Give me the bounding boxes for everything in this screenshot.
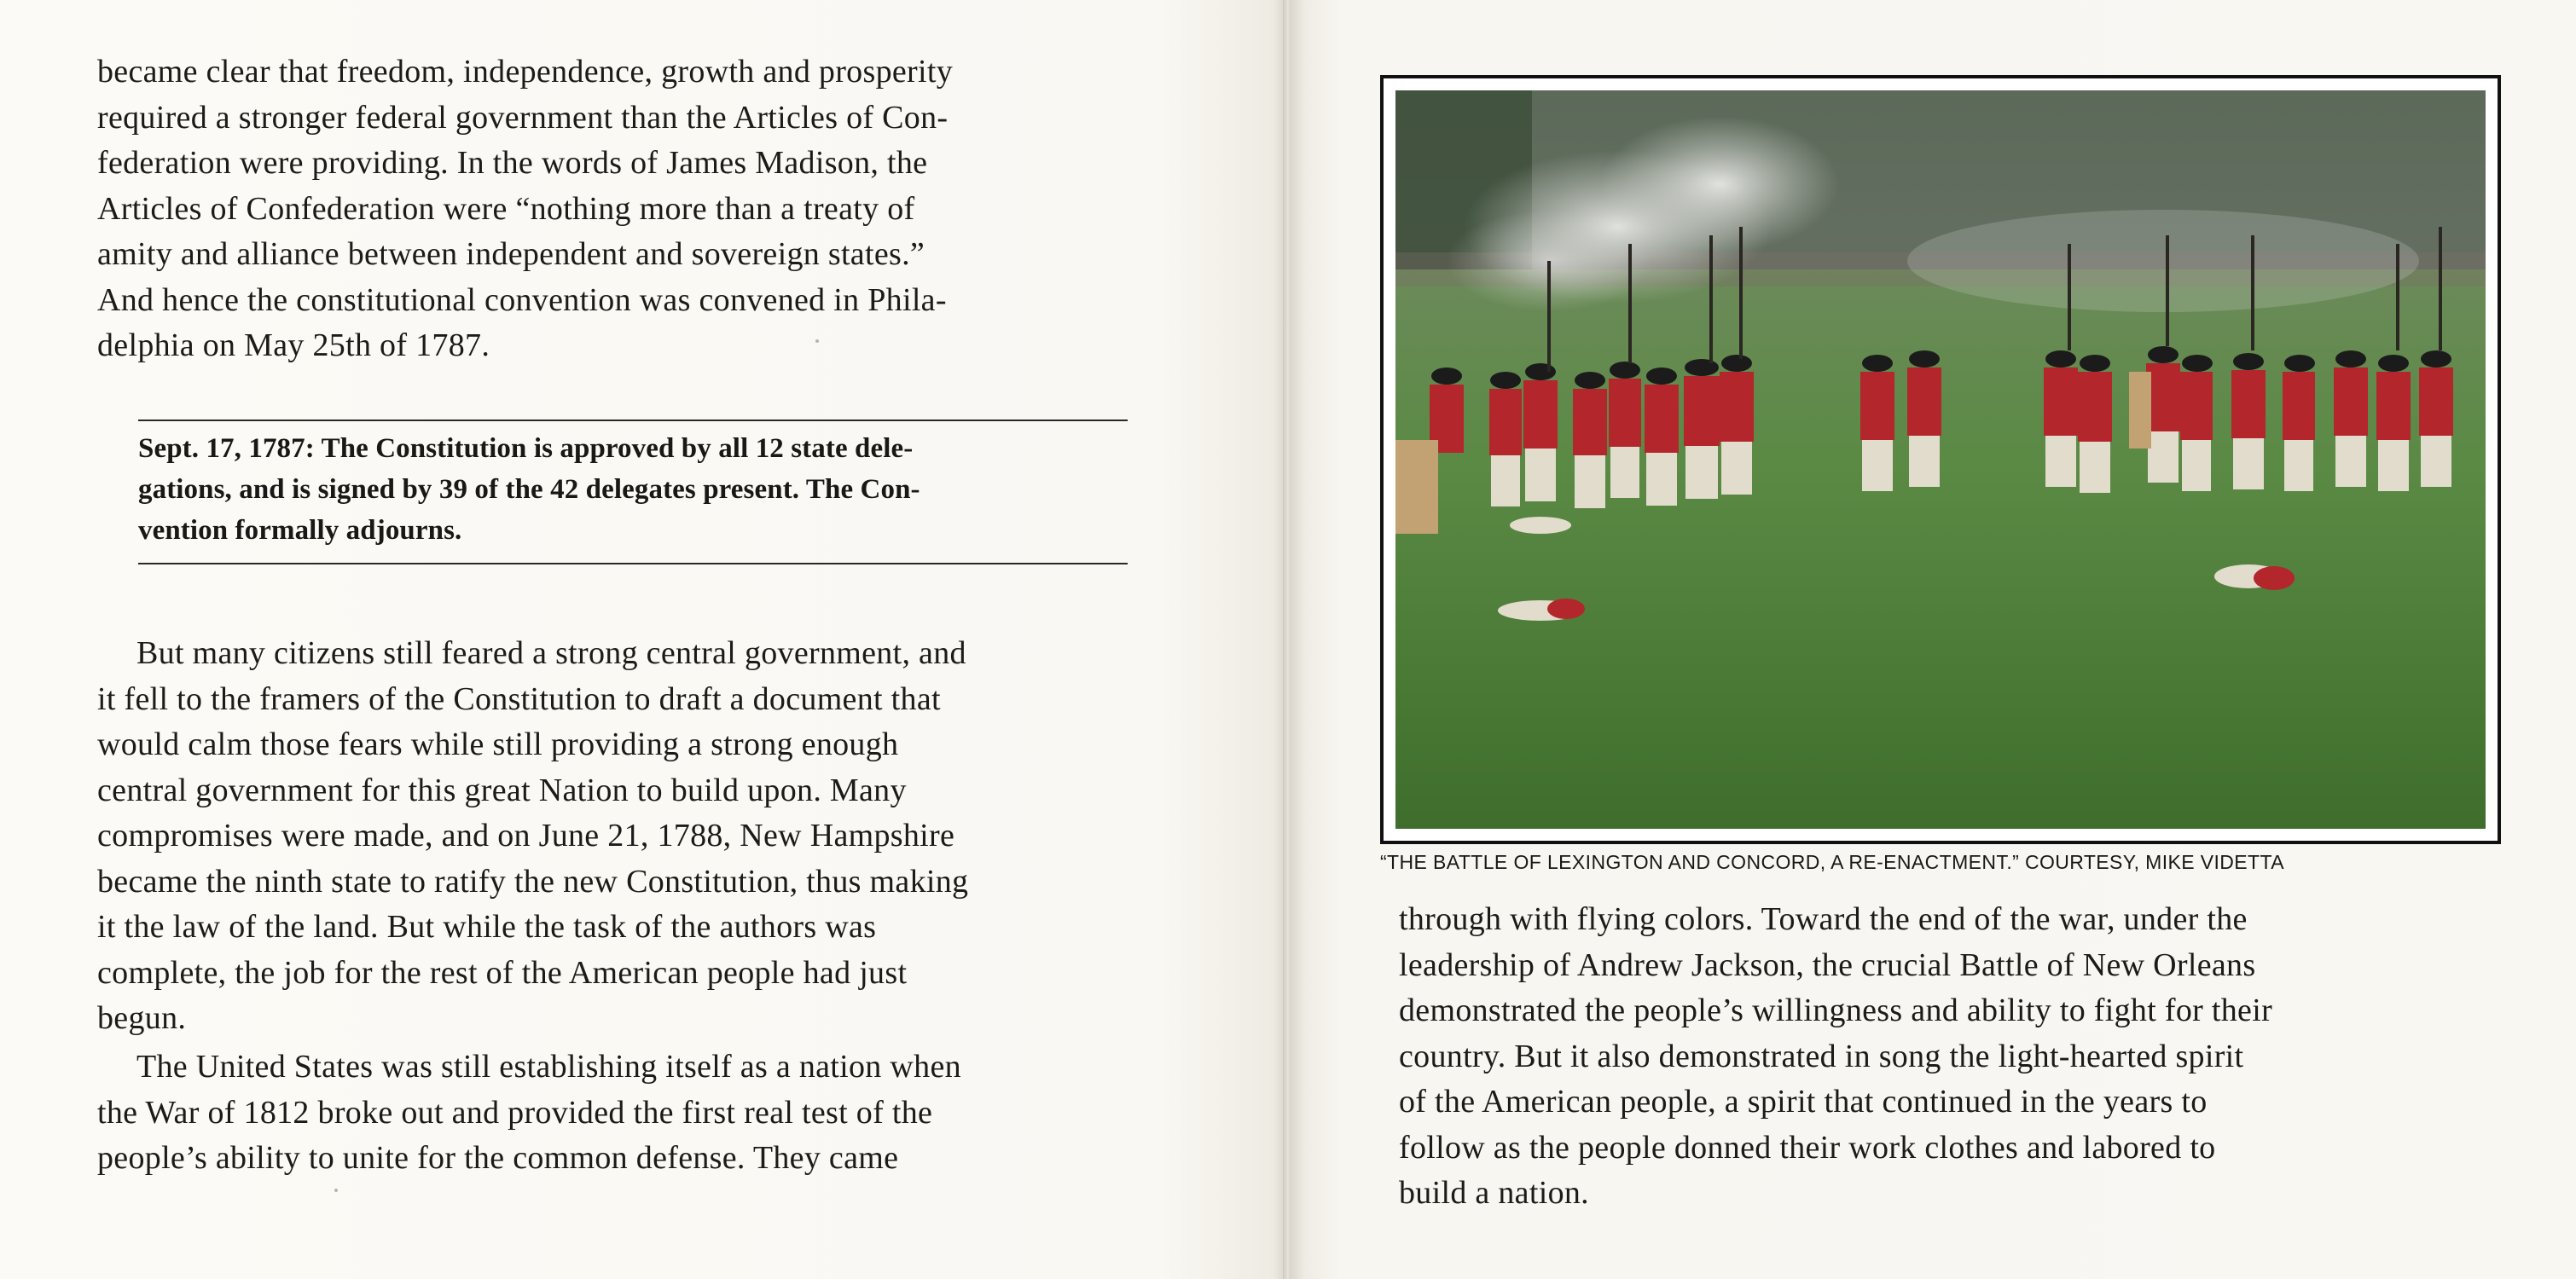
text-line: became the ninth state to ratify the new Constitution, thus making: [97, 863, 969, 900]
text-line: through with flying colors. Toward the end of the war, under the: [1399, 901, 2248, 937]
text-line: people’s ability to unite for the common defense. They came: [97, 1140, 899, 1176]
paper-speck: [815, 339, 819, 343]
left-paragraph-1: [97, 49, 1181, 369]
text-line: of the American people, a spirit that continued in the years to: [1399, 1084, 2208, 1120]
text-line: complete, the job for the rest of the American people had just: [97, 954, 908, 991]
text-line: compromises were made, and on June 21, 1788, New Hampshire: [97, 818, 955, 854]
text-line: begun.: [97, 1000, 187, 1036]
text-line: it fell to the framers of the Constitution to draft a document that: [97, 680, 941, 717]
text-line: build a nation.: [1399, 1175, 1589, 1211]
text-line: required a stronger federal government than the Articles of Con-: [97, 99, 949, 136]
text-line: central government for this great Nation to build upon. Many: [97, 772, 907, 808]
text-line: demonstrated the people’s willingness and ability to fight for their: [1399, 993, 2273, 1028]
text-line: delphia on May 25th of 1787.: [97, 327, 490, 363]
text-line: the War of 1812 broke out and provided the first real test of the: [97, 1094, 933, 1131]
date-callout-box: [138, 420, 1128, 564]
callout-line: Sept. 17, 1787: The Constitution is approved by all 12 state dele-: [138, 433, 914, 464]
text-line: became clear that freedom, independence, growth and prosperity: [97, 54, 953, 90]
right-paragraph-1: [1399, 897, 2491, 1217]
text-line: would calm those fears while still providing a strong enough: [97, 726, 899, 762]
reenactment-photo: [1395, 90, 2486, 829]
text-line: federation were providing. In the words of James Madison, the: [97, 145, 928, 181]
photo-caption: “THE BATTLE OF LEXINGTON AND CONCORD, A RE-ENACTMENT.” COURTESY, MIKE VIDETTA: [1380, 851, 2284, 873]
text-line: amity and alliance between independent and sovereign states.”: [97, 236, 925, 272]
text-line: Articles of Confederation were “nothing more than a treaty of: [97, 190, 915, 227]
left-paragraph-3: [97, 1045, 1181, 1182]
callout-line: gations, and is signed by 39 of the 42 delegates present. The Con-: [138, 474, 920, 505]
paper-speck: [334, 1189, 338, 1192]
left-page: [0, 0, 1286, 1279]
reenactment-photo-icon: [1395, 90, 2486, 829]
text-line: The United States was still establishing itself as a nation when: [136, 1049, 961, 1085]
photo-frame: [1380, 75, 2501, 844]
callout-line: vention formally adjourns.: [138, 515, 462, 546]
text-line: follow as the people donned their work clothes and labored to: [1399, 1129, 2216, 1166]
text-line: leadership of Andrew Jackson, the crucial Battle of New Orleans: [1399, 946, 2256, 983]
text-line: But many citizens still feared a strong central government, and: [136, 635, 966, 671]
text-line: country. But it also demonstrated in song the light-hearted spirit: [1399, 1038, 2244, 1074]
text-line: it the law of the land. But while the task of the authors was: [97, 909, 877, 945]
text-line: And hence the constitutional convention was convened in Phila-: [97, 281, 947, 318]
left-paragraph-2: [97, 631, 1181, 1042]
